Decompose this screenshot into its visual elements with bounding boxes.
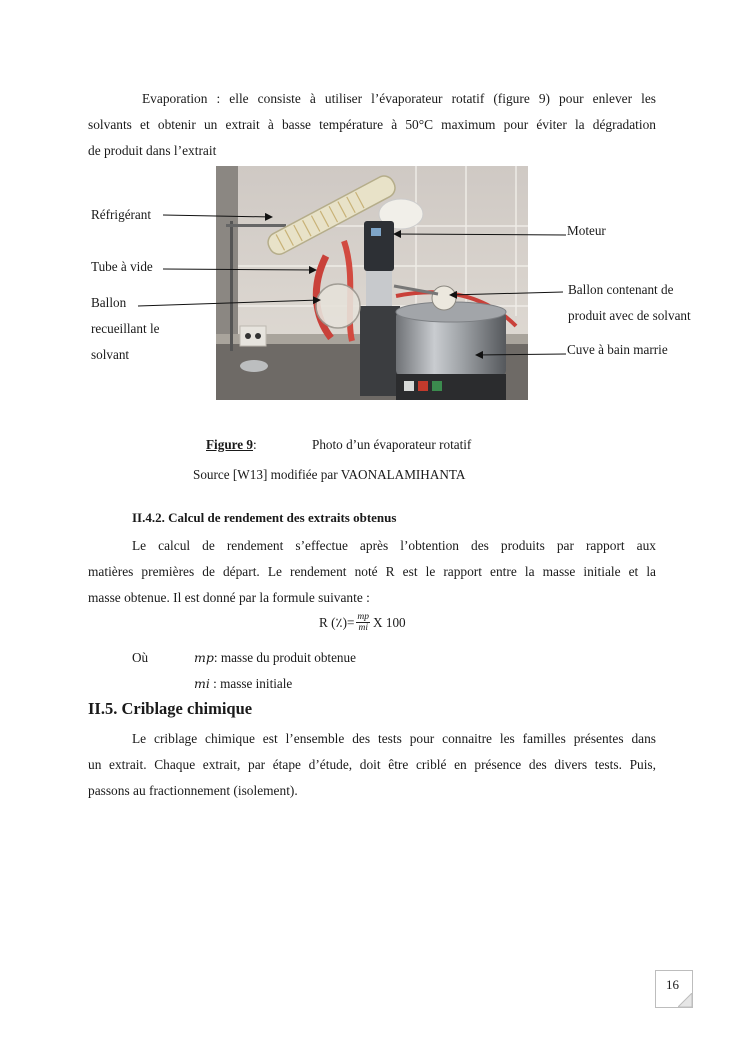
where-word: Où xyxy=(132,650,149,665)
moteur-leader xyxy=(394,234,566,235)
intro-line-2: solvants et obtenir un extrait à basse température à 50°C maximum pour éviter la dégradation xyxy=(88,117,656,132)
label-cuve: Cuve à bain marrie xyxy=(567,342,668,357)
label-contenant-line-2: produit avec de solvant xyxy=(568,308,691,323)
cuve-leader xyxy=(476,354,566,355)
page-number: 16 xyxy=(666,977,679,992)
section-25-heading: II.5. Criblage chimique xyxy=(88,699,253,718)
ballon-leader xyxy=(138,300,320,306)
section-242-heading: II.4.2. Calcul de rendement des extraits obtenus xyxy=(132,510,397,525)
label-ballon-line-1: Ballon xyxy=(91,295,127,310)
label-ballon-line-3: solvant xyxy=(91,347,130,362)
contenant-leader xyxy=(450,292,563,295)
label-moteur: Moteur xyxy=(567,223,606,238)
page-curl-icon xyxy=(678,993,692,1007)
figure-caption-label: Figure 9 xyxy=(206,437,254,452)
figure-caption-colon: : xyxy=(253,437,257,452)
page-number-box xyxy=(655,970,693,1008)
formula-fraction xyxy=(356,612,370,633)
yield-formula xyxy=(319,612,406,633)
section-242-paragraph xyxy=(88,533,656,611)
formula-numerator: mp xyxy=(357,612,370,622)
definition-mi-text: : masse initiale xyxy=(209,676,293,691)
label-ballon-line-2: recueillant le xyxy=(91,321,160,336)
figure-source: Source [W13] modifiée par VAONALAMIHANTA xyxy=(193,467,466,482)
definition-mp-text: : masse du produit obtenue xyxy=(213,650,356,665)
refrigerant-leader xyxy=(163,215,272,217)
section-25-line-3: passons au fractionnement (isolement). xyxy=(88,783,298,798)
section-242-line-1: Le calcul de rendement s’effectue après l’obtention des produits par rapport aux xyxy=(132,538,656,553)
definition-mp-content xyxy=(194,650,356,666)
figure-caption xyxy=(206,437,257,453)
definition-mi xyxy=(194,676,292,692)
intro-line-1: Evaporation : elle consiste à utiliser l’évaporateur rotatif (figure 9) pour enlever les xyxy=(142,91,656,106)
label-contenant-line-1: Ballon contenant de xyxy=(568,282,674,297)
section-242-line-2: matières premières de départ. Le rendement noté R est le rapport entre la masse initiale et la xyxy=(88,564,656,579)
definition-mp-symbol: mp xyxy=(194,650,214,665)
formula-rhs: X 100 xyxy=(373,614,406,630)
label-refrigerant: Réfrigérant xyxy=(91,207,152,222)
section-25-line-1: Le criblage chimique est l’ensemble des tests pour connaitre les familles présentes dans xyxy=(132,731,656,746)
label-tube-vide: Tube à vide xyxy=(91,259,153,274)
section-242-line-3: masse obtenue. Il est donné par la formule suivante : xyxy=(88,590,370,605)
section-25-paragraph xyxy=(88,726,656,804)
definition-mp xyxy=(132,650,356,666)
intro-line-3: de produit dans l’extrait xyxy=(88,143,217,158)
definition-mi-symbol: mi xyxy=(194,676,210,691)
tube-leader xyxy=(163,269,316,270)
figure-caption-text: Photo d’un évaporateur rotatif xyxy=(312,437,472,452)
formula-lhs: R (٪)= xyxy=(319,614,355,630)
formula-denominator: mi xyxy=(358,623,368,633)
section-25-line-2: un extrait. Chaque extrait, par étape d’étude, doit être criblé en présence des divers tests. Puis, xyxy=(88,757,656,772)
